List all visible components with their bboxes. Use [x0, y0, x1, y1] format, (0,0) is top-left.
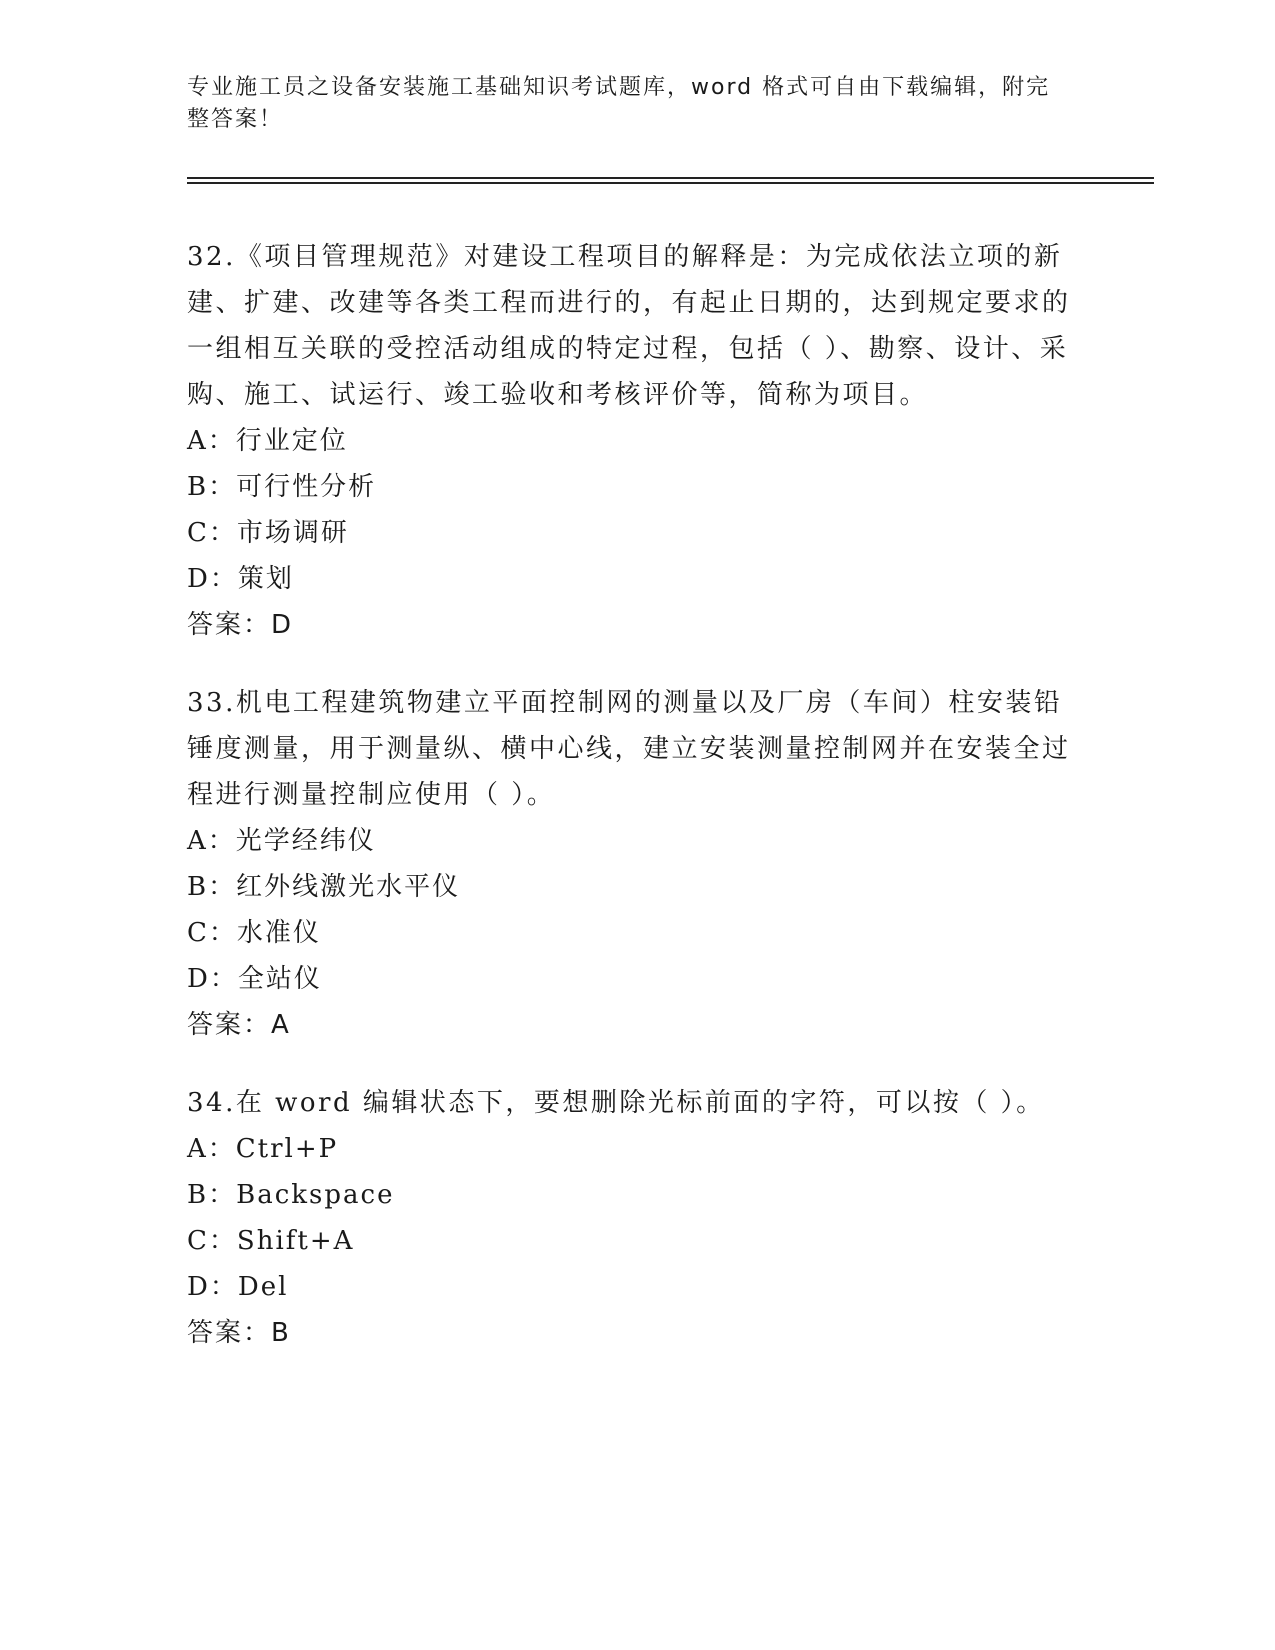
option-d: D：全站仪 — [187, 964, 322, 994]
question-33 — [187, 680, 1087, 1048]
question-stem: 33.机电工程建筑物建立平面控制网的测量以及厂房（车间）柱安装铅锤度测量，用于测量纵、横中心线，建立安装测量控制网并在安装全过程进行测量控制应使用（ ）。 — [187, 688, 1071, 810]
header-rule-top — [187, 177, 1154, 179]
header-rule-bottom — [187, 182, 1154, 184]
option-b: B：红外线激光水平仪 — [187, 872, 461, 902]
option-d: D：策划 — [187, 564, 294, 594]
question-stem: 32.《项目管理规范》对建设工程项目的解释是：为完成依法立项的新建、扩建、改建等各类工程而进行的，有起止日期的，达到规定要求的一组相互关联的受控活动组成的特定过程，包括（ ）、勘察、设计、采购、施工、试运行、竣工验收和考核评价等，简称为项目。 — [187, 242, 1071, 410]
question-34 — [187, 1080, 1087, 1356]
option-c: C：水准仪 — [187, 918, 321, 948]
option-a: A：Ctrl+P — [187, 1134, 339, 1164]
option-d: D：Del — [187, 1272, 289, 1302]
question-32 — [187, 234, 1087, 648]
answer-label: 答案：D — [187, 610, 294, 640]
answer-label: 答案：B — [187, 1318, 291, 1348]
option-a: A：行业定位 — [187, 426, 348, 456]
question-stem: 34.在 word 编辑状态下，要想删除光标前面的字符，可以按（ ）。 — [187, 1088, 1045, 1118]
document-header: 专业施工员之设备安装施工基础知识考试题库，word 格式可自由下载编辑，附完整答案！ — [187, 75, 1051, 132]
question-list — [187, 234, 1087, 1388]
answer-label: 答案：A — [187, 1010, 291, 1040]
option-b: B：可行性分析 — [187, 472, 377, 502]
option-c: C：Shift+A — [187, 1226, 355, 1256]
option-c: C：市场调研 — [187, 518, 349, 548]
option-a: A：光学经纬仪 — [187, 826, 376, 856]
option-b: B：Backspace — [187, 1180, 395, 1210]
